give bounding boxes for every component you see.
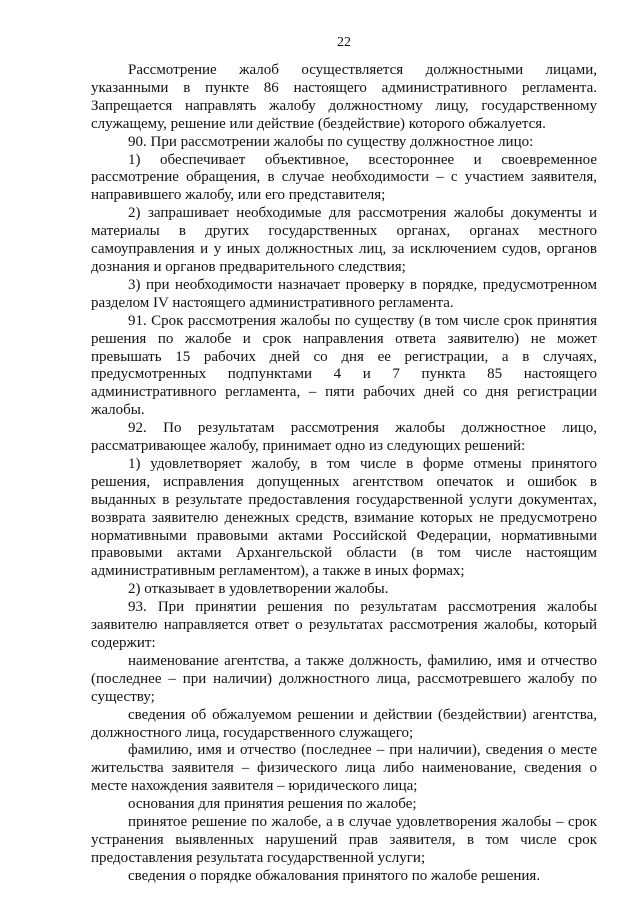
paragraph-item-92-1: 1) удовлетворяет жалобу, в том числе в форме отмены принятого решения, исправления допущенных агентством опечаток и ошибок в выданных в результате предоставления государственной услуги документах, возврата заявителю денежных средств, взимание которых не предусмотрено нормативными правовыми актами Российской Федерации, нормативными правовыми актами Архангельской области (в том числе настоящим административным регламентом), а также в иных формах;: [91, 455, 597, 580]
paragraph-answer-appeal-procedure: сведения о порядке обжалования принятого по жалобе решения.: [128, 867, 541, 884]
paragraph-item-92-2: 2) отказывает в удовлетворении жалобы.: [128, 581, 389, 598]
paragraph-item-93: 93. При принятии решения по результатам рассмотрения жалобы заявителю направляется ответ о результатах рассмотрения жалобы, который содержит:: [91, 599, 597, 651]
paragraph-item-90-1: 1) обеспечивает объективное, всестороннее и своевременное рассмотрение обращения, в случае необходимости – с участием заявителя, направившего жалобу, или его представителя;: [91, 151, 597, 204]
paragraph-answer-agency-name: наименование агентства, а также должность, фамилию, имя и отчество (последнее – при наличии) должностного лица, рассмотревшего жалобу по существу;: [91, 652, 597, 705]
document-body: [91, 62, 597, 886]
paragraph-answer-decision-taken: принятое решение по жалобе, а в случае удовлетворения жалобы – срок устранения выявленных нарушений прав заявителя, в том числе срок предоставления результата государственной услуги;: [91, 814, 597, 866]
paragraph-answer-appealed-decision: сведения об обжалуемом решении и действии (бездействии) агентства, должностного лица, государственного служащего;: [91, 706, 597, 741]
paragraph-item-91: 91. Срок рассмотрения жалобы по существу (в том числе срок принятия решения по жалобе и срок направления ответа заявителю) не может превышать 15 рабочих дней со дня ее регистрации, а в случаях, предусмотренных подпунктами 4 и 7 пункта 85 настоящего административного регламента, – пяти рабочих дней со дня регистрации жалобы.: [91, 312, 597, 419]
paragraph-answer-grounds: основания для принятия решения по жалобе;: [128, 796, 417, 813]
paragraph-item-90-2: 2) запрашивает необходимые для рассмотрения жалобы документы и материалы в других государственных органах, органах местного самоуправления и у иных должностных лиц, за исключением судов, органов дознания и органов предварительного следствия;: [91, 205, 597, 275]
paragraph-item-92: 92. По результатам рассмотрения жалобы должностное лицо, рассматривающее жалобу, принимает одно из следующих решений:: [91, 420, 597, 455]
paragraph-item-90: 90. При рассмотрении жалобы по существу должностное лицо:: [128, 133, 534, 150]
paragraph-answer-applicant-details: фамилию, имя и отчество (последнее – при наличии), сведения о месте жительства заявителя – физического лица либо наименование, сведения о месте нахождения заявителя – юридического лица;: [91, 742, 597, 795]
document-page: [91, 34, 597, 886]
paragraph-item-90-3: 3) при необходимости назначает проверку в порядке, предусмотренном разделом IV настоящего административного регламента.: [91, 276, 597, 311]
paragraph-complaint-review-officials: Рассмотрение жалоб осуществляется должностными лицами, указанными в пункте 86 настоящего административного регламента. Запрещается направлять жалобу должностному лицу, государственному служащему, решение или действие (бездействие) которого обжалуется.: [91, 62, 597, 132]
page-number: 22: [337, 35, 351, 50]
